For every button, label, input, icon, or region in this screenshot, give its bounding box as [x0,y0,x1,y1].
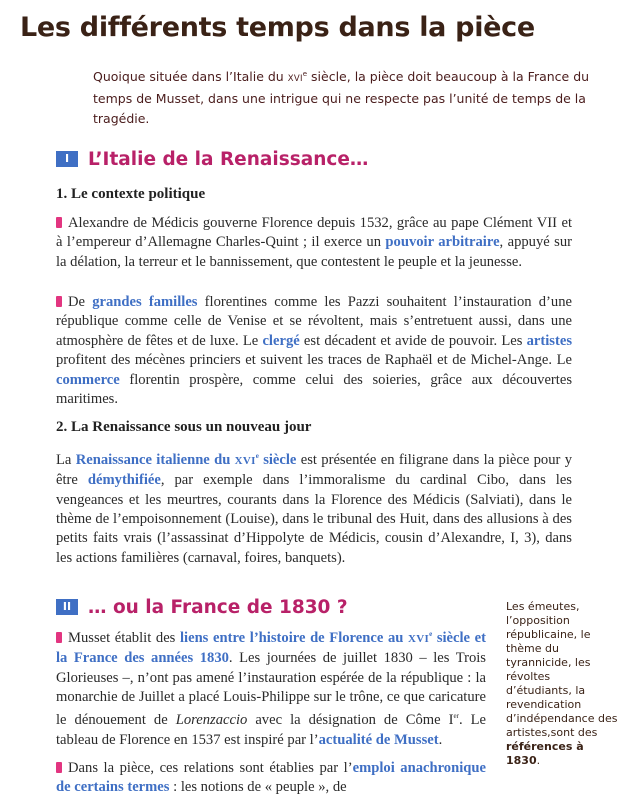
section-title: 1. Le contexte politique [56,186,206,202]
part-heading-2 [56,594,348,620]
paragraph: Dans la pièce, ces relations sont établies par l’emploi anachronique de certains termes : les notions de « peuple », de [56,760,486,796]
work-title: Lorenzaccio [175,712,248,729]
keyword: actualité de Musset [318,731,439,748]
intro-paragraph: Quoique située dans l’Italie du XVIe siècle, la pièce doit beaucoup à la France du temps de Musset, dans une intrigue qui ne respecte pas l’unité de temps de la tragédie. [93,69,590,127]
keyword: grandes familles [92,294,198,310]
keyword: clergé [262,332,300,349]
paragraph: De grandes familles florentines comme les Pazzi souhaitent l’instauration d’une république comme celle de Venise et se révoltent, mais s’entretuent aussi, dans une atmosphère de fêtes et de luxe. Le clergé est décadent et avide de pouvoir. Les artistes profitent des mécènes princiers et suivent les traces de Raphaël et de Michel-Ange. Le commerce florentin prospère, comme celui des soieries, grâce aux découvertes maritimes. [56,294,572,408]
paragraph: La Renaissance italienne du XVIe siècle est présentée en filigrane dans la pièce pour y être démythifiée, par exemple dans l’immoralisme du cardinal Cibo, dans les vengeances et les meurtres, courants dans la Florence des Médicis (Salviati), dans le thème de l’empoisonnement (Louise), dans le tribunal des Huit, dans des allusions à des petits faits vrais (l’assassinat d’Hippolyte de Médicis, cousin d’Alexandre, I, 3), dans les actions familières (carnaval, foires, banquets). [56,451,573,566]
keyword: emploi anachronique de certains termes [56,760,486,796]
keyword: démythifiée [87,472,161,489]
keyword: pouvoir arbitraire [385,234,500,251]
keyword: artistes [526,332,572,349]
section-title: 2. La Renaissance sous un nouveau jour [56,419,312,435]
bullet-marker [56,632,62,643]
bullet-marker [56,217,62,228]
part-title: … ou la France de 1830 ? [88,596,348,618]
margin-note-keyword: références à 1830 [506,740,584,767]
part-heading-1 [56,146,368,172]
keyword: liens entre l’histoire de Florence au XVIe siècle et la France des années 1830 [56,629,487,667]
part-title: L’Italie de la Renaissance… [88,148,369,170]
page-title: Les différents temps dans la pièce [20,12,535,43]
margin-note: Les émeutes, l’opposition républicaine, le thème du tyrannicide, les révoltes d’étudiants, la revendication d’indépendance des artistes,sont des références à 1830. [506,600,618,767]
part-number-badge: II [56,599,78,615]
paragraph: Alexandre de Médicis gouverne Florence depuis 1532, grâce au pape Clément VII et à l’empereur d’Allemagne Charles-Quint ; il exerce un pouvoir arbitraire, appuyé sur la délation, la terreur et le bannissement, que contestent le peuple et la jeunesse. [56,215,572,270]
keyword: Renaissance italienne du XVIe siècle [75,451,297,468]
part-number-badge: I [56,151,78,167]
keyword: commerce [56,371,120,388]
bullet-marker [56,296,62,307]
paragraph: Musset établit des liens entre l’histoire de Florence au XVIe siècle et la France des années 1830. Les journées de juillet 1830 – les Trois Glorieuses –, n’ont pas amené l’instauration espérée de la république : la monarchie de Juillet a placé Louis-Philippe sur le trône, ce que caricature le dénouement de Lorenzaccio avec la désignation de Côme Ier. Le tableau de Florence en 1537 est inspiré par l’actualité de Musset. [56,629,487,748]
bullet-marker [56,762,62,773]
